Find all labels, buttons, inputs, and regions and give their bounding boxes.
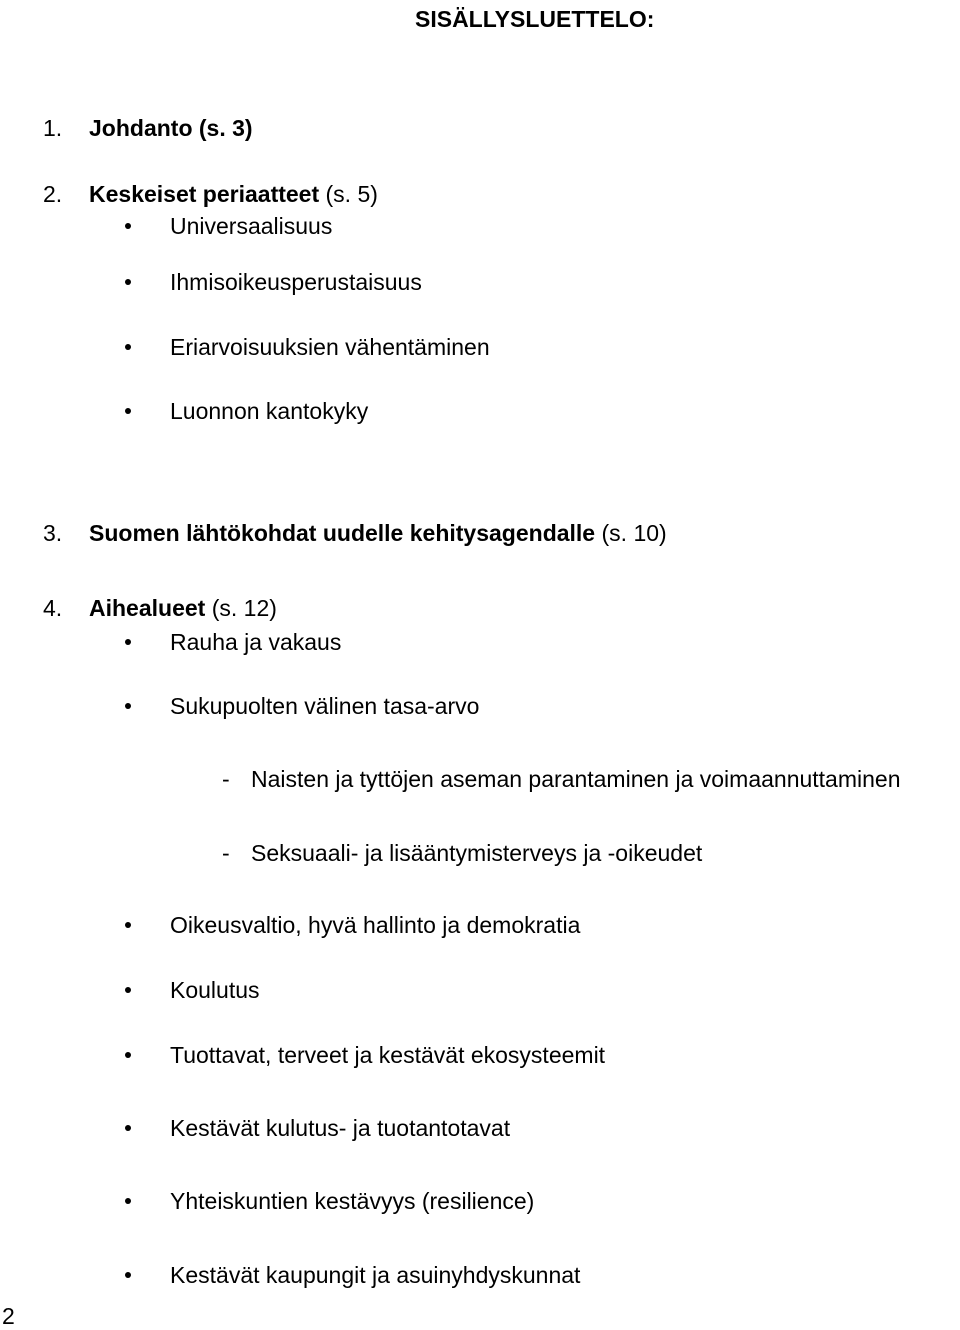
section-number-4: 4. (43, 595, 63, 621)
dash-marker: - (222, 840, 230, 866)
bullet-icon (125, 703, 131, 709)
list-item: Rauha ja vakaus (170, 629, 342, 655)
list-item: Kestävät kulutus- ja tuotantotavat (170, 1115, 511, 1141)
bullet-icon (125, 223, 131, 229)
bullet-icon (125, 639, 131, 645)
section-title-1[interactable] (89, 117, 253, 140)
bullet-icon (125, 279, 131, 285)
sub-list-item: Seksuaali- ja lisääntymisterveys ja -oikeudet (251, 840, 703, 866)
bullet-icon (125, 987, 131, 993)
bullet-icon (125, 922, 131, 928)
list-item: Universaalisuus (170, 213, 333, 239)
list-item: Koulutus (170, 977, 260, 1003)
dash-marker: - (222, 766, 230, 792)
list-item: Sukupuolten välinen tasa-arvo (170, 693, 480, 719)
section-title-1-text: Johdanto (89, 115, 193, 141)
section-page-ref-3: (s. 10) (595, 520, 667, 546)
page-number: 2 (2, 1303, 15, 1329)
sub-list-item: Naisten ja tyttöjen aseman parantaminen ja voimaannuttaminen (251, 766, 901, 792)
page-title: SISÄLLYSLUETTELO: (415, 6, 655, 32)
section-title-4-text: Aihealueet (89, 595, 206, 621)
section-title-4[interactable] (89, 597, 277, 620)
bullet-icon (125, 1198, 131, 1204)
list-item: Eriarvoisuuksien vähentäminen (170, 334, 490, 360)
section-page-ref-1: (s. 3) (192, 115, 253, 141)
bullet-icon (125, 1125, 131, 1131)
section-title-3-text: Suomen lähtökohdat uudelle kehitysagendalle (89, 520, 596, 546)
list-item: Oikeusvaltio, hyvä hallinto ja demokratia (170, 912, 581, 938)
bullet-icon (125, 344, 131, 350)
section-number-1: 1. (43, 115, 63, 141)
section-page-ref-4: (s. 12) (205, 595, 277, 621)
section-number-2: 2. (43, 181, 63, 207)
list-item: Yhteiskuntien kestävyys (resilience) (170, 1188, 535, 1214)
list-item: Kestävät kaupungit ja asuinyhdyskunnat (170, 1262, 581, 1288)
section-number-3: 3. (43, 520, 63, 546)
list-item: Ihmisoikeusperustaisuus (170, 269, 422, 295)
section-page-ref-2: (s. 5) (319, 181, 378, 207)
list-item: Luonnon kantokyky (170, 398, 369, 424)
bullet-icon (125, 1052, 131, 1058)
list-item: Tuottavat, terveet ja kestävät ekosysteemit (170, 1042, 606, 1068)
bullet-icon (125, 408, 131, 414)
bullet-icon (125, 1272, 131, 1278)
section-title-2-text: Keskeiset periaatteet (89, 181, 320, 207)
section-title-3[interactable] (89, 522, 667, 545)
section-title-2[interactable] (89, 183, 378, 206)
